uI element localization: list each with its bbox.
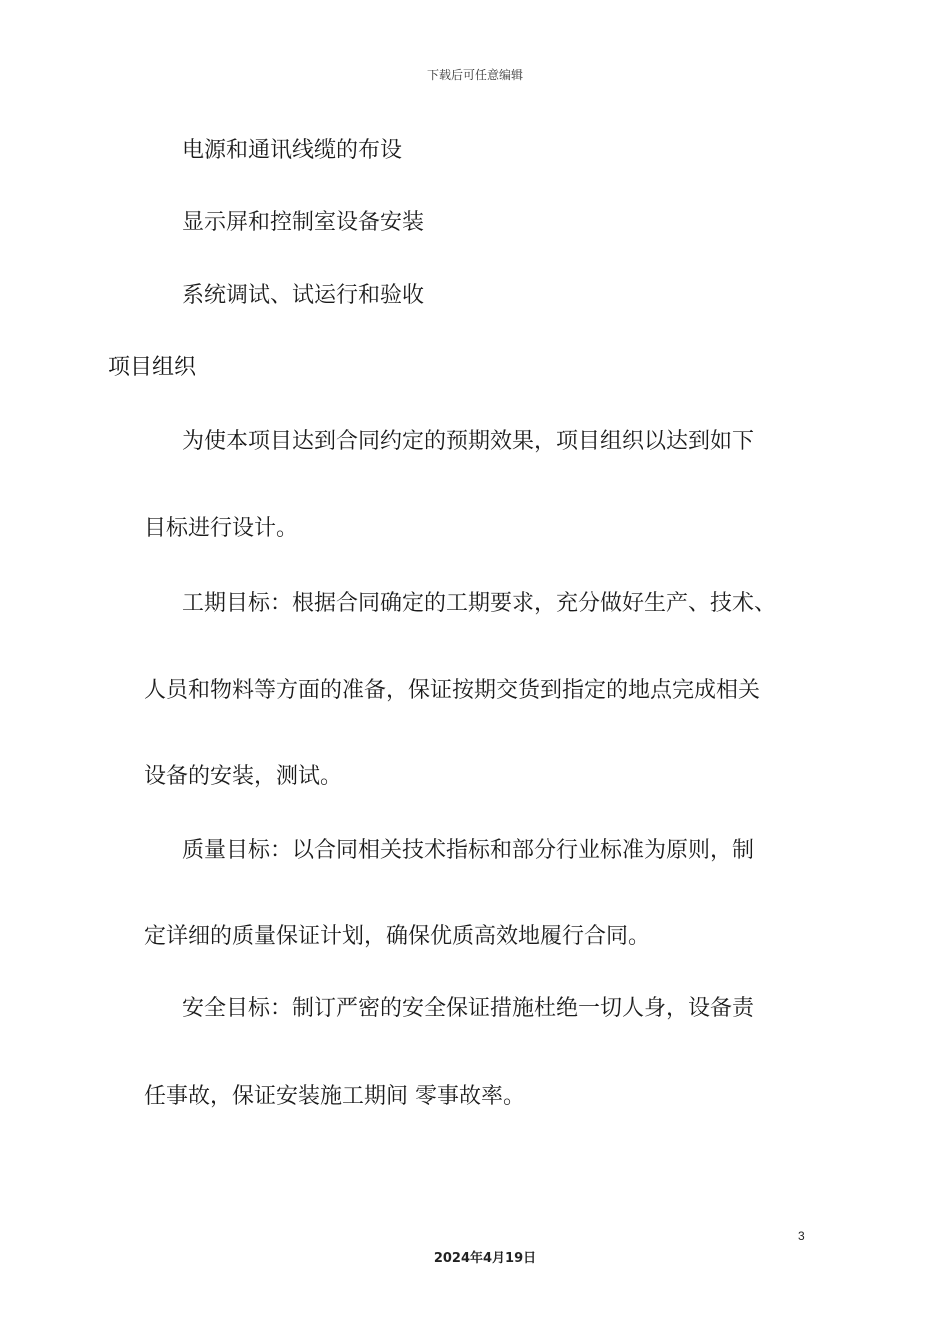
schedule-goal-line-1: 工期目标：根据合同确定的工期要求，充分做好生产、技术、 [182,591,777,616]
schedule-goal-line-3: 设备的安装，测试。 [144,764,343,789]
intro-line-2: 目标进行设计。 [144,516,299,541]
safety-goal-line-2: 任事故，保证安装施工期间 零事故率。 [144,1084,525,1109]
quality-goal-line-1: 质量目标：以合同相关技术指标和部分行业标准为原则，制 [182,838,755,863]
list-item-system-debug: 系统调试、试运行和验收 [182,283,425,308]
quality-goal-line-2: 定详细的质量保证计划，确保优质高效地履行合同。 [144,924,651,949]
list-item-cable-laying: 电源和通讯线缆的布设 [182,138,403,163]
section-title: 项目组织 [108,355,197,380]
page-header: 下载后可任意编辑 [426,68,523,82]
safety-goal-line-1: 安全目标：制订严密的安全保证措施杜绝一切人身，设备责 [182,996,755,1021]
footer-date: 2024年4月19日 [433,1251,537,1266]
schedule-goal-line-2: 人员和物料等方面的准备，保证按期交货到指定的地点完成相关 [144,678,761,703]
list-item-display-install: 显示屏和控制室设备安装 [182,210,425,235]
page-number: 3 [798,1229,805,1243]
intro-line-1: 为使本项目达到合同约定的预期效果，项目组织以达到如下 [182,429,755,454]
